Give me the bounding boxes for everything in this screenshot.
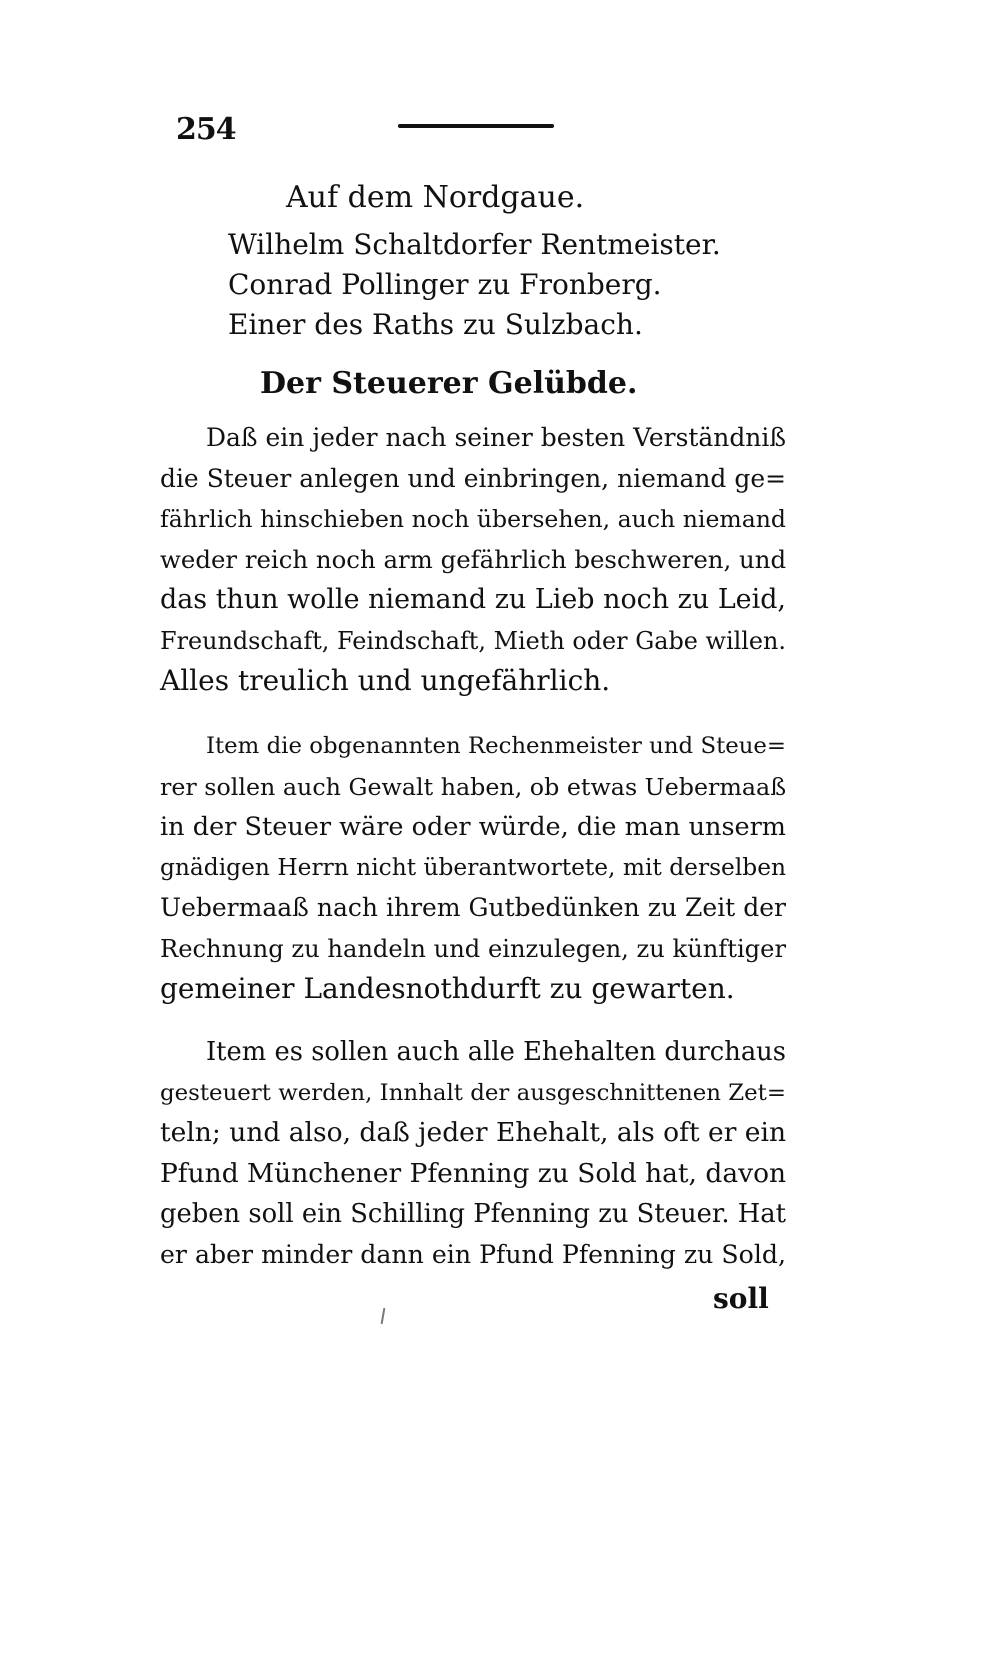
text-line: Daß ein jeder nach seiner besten Verständniß [206, 423, 786, 452]
text-line: gnädigen Herrn nicht überantwortete, mit derselben [160, 853, 786, 881]
page-number: 254 [176, 112, 236, 147]
text-line: geben soll ein Schilling Pfenning zu Steuer. Hat [160, 1199, 786, 1229]
header-rule [398, 124, 554, 128]
stray-mark [381, 1308, 386, 1324]
text-line: Rechnung zu handeln und einzulegen, zu künftiger [160, 934, 786, 963]
paragraph [160, 418, 786, 702]
text-line: die Steuer anlegen und einbringen, niemand ge= [160, 463, 786, 493]
name-line: Einer des Raths zu Sulzbach. [228, 308, 643, 341]
name-line: Wilhelm Schaltdorfer Rentmeister. [228, 228, 721, 261]
text-line: weder reich noch arm gefährlich beschweren, und [160, 544, 787, 574]
text-line: Uebermaaß nach ihrem Gutbedünken zu Zeit der [160, 893, 786, 922]
text-line: teln; und also, daß jeder Ehehalt, als oft er ein [160, 1117, 787, 1148]
text-line: er aber minder dann ein Pfund Pfenning zu Sold, [160, 1239, 786, 1269]
text-line: Item es sollen auch alle Ehehalten durchaus [206, 1037, 786, 1067]
text-line: in der Steuer wäre oder würde, die man unserm [160, 812, 786, 842]
text-line: Freundschaft, Feindschaft, Mieth oder Gabe willen. [160, 626, 786, 655]
text-line: Pfund Münchener Pfenning zu Sold hat, davon [160, 1157, 787, 1189]
paragraph [160, 726, 786, 1010]
text-line: gemeiner Landesnothdurft zu gewarten. [160, 972, 735, 1005]
text-line: das thun wolle niemand zu Lieb noch zu Leid, [160, 584, 786, 615]
text-line: rer sollen auch Gewalt haben, ob etwas Uebermaaß [160, 772, 787, 801]
text-line: Alles treulich und ungefährlich. [160, 664, 611, 697]
text-line: fährlich hinschieben noch übersehen, auch niemand [160, 505, 786, 533]
paragraph [160, 1032, 786, 1275]
text-line: gesteuert werden, Innhalt der ausgeschnittenen Zet= [160, 1079, 786, 1106]
section-heading-nordgau: Auf dem Nordgaue. [286, 180, 585, 215]
name-line: Conrad Pollinger zu Fronberg. [228, 268, 662, 301]
text-line: Item die obgenannten Rechenmeister und Steue= [206, 733, 786, 759]
section-heading-gelubde: Der Steuerer Gelübde. [260, 366, 638, 401]
catchword: soll [713, 1282, 769, 1315]
